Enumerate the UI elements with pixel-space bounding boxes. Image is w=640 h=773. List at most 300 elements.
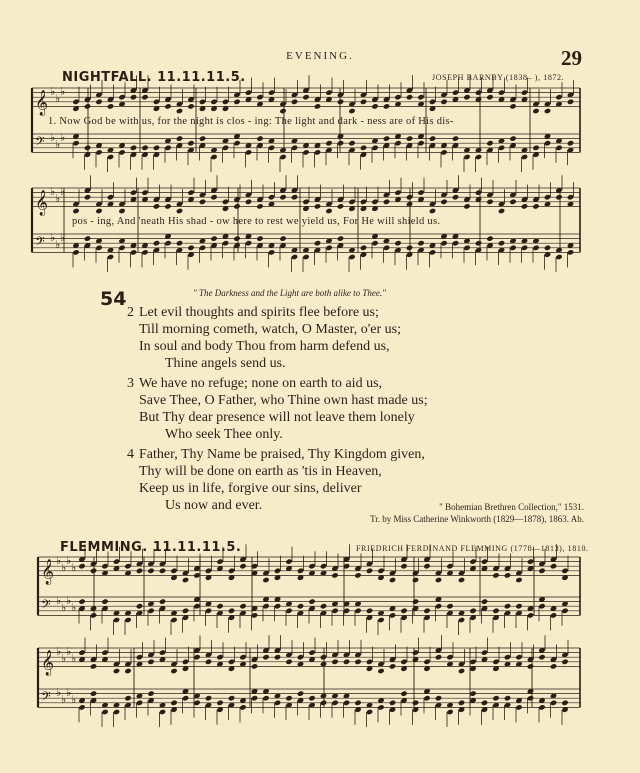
notehead <box>101 563 108 569</box>
treble-clef: 𝄞 <box>35 190 49 216</box>
notehead <box>389 612 396 618</box>
notehead <box>90 568 97 574</box>
notehead <box>446 709 453 715</box>
notehead <box>486 94 493 100</box>
notehead <box>239 563 246 569</box>
notehead <box>383 245 390 251</box>
notehead <box>101 709 108 715</box>
notehead <box>492 659 499 665</box>
notehead <box>446 603 453 609</box>
notehead <box>532 203 539 209</box>
notehead <box>147 568 154 574</box>
notehead <box>210 194 217 200</box>
notehead <box>544 108 551 114</box>
notehead <box>394 240 401 246</box>
notehead <box>176 240 183 246</box>
flat-sign: ♭ <box>66 644 72 658</box>
notehead <box>182 695 189 701</box>
notehead <box>337 203 344 209</box>
notehead <box>389 700 396 706</box>
notehead <box>130 189 137 195</box>
notehead <box>354 700 361 706</box>
flat-sign: ♭ <box>55 191 61 205</box>
notehead <box>435 577 442 583</box>
flat-sign: ♭ <box>61 692 67 706</box>
notehead <box>521 245 528 251</box>
notehead <box>72 249 79 255</box>
stanza-line: Thy will be done on earth as 'tis in Heaven, <box>139 464 382 479</box>
notehead <box>285 695 292 701</box>
notehead <box>262 654 269 660</box>
notehead <box>268 145 275 151</box>
notehead <box>95 245 102 251</box>
stanza-line: Let evil thoughts and spirits flee before us; <box>139 305 379 320</box>
notehead <box>216 700 223 706</box>
notehead <box>394 140 401 146</box>
notehead <box>406 245 413 251</box>
notehead <box>159 568 166 574</box>
notehead <box>136 700 143 706</box>
notehead <box>314 203 321 209</box>
notehead <box>222 240 229 246</box>
stanza-line: Till morning cometh, watch, O Master, o'er us; <box>139 322 401 337</box>
notehead <box>95 208 102 214</box>
notehead <box>216 654 223 660</box>
notehead <box>561 700 568 706</box>
notehead <box>141 145 148 151</box>
notehead <box>406 194 413 200</box>
notehead <box>371 199 378 205</box>
notehead <box>268 194 275 200</box>
flat-sign: ♭ <box>56 553 62 567</box>
notehead <box>256 94 263 100</box>
notehead <box>469 558 476 564</box>
flat-sign: ♭ <box>71 560 77 574</box>
stanza-line: Father, Thy Name be praised, Thy Kingdom given, <box>139 447 425 462</box>
notehead <box>84 145 91 151</box>
notehead <box>366 568 373 574</box>
notehead <box>400 659 407 665</box>
notehead <box>216 558 223 564</box>
notehead <box>274 700 281 706</box>
notehead <box>458 617 465 623</box>
notehead <box>486 199 493 205</box>
notehead <box>113 668 120 674</box>
notehead <box>561 568 568 574</box>
notehead <box>492 572 499 578</box>
notehead <box>429 249 436 255</box>
notehead <box>228 695 235 701</box>
notehead <box>124 668 131 674</box>
notehead <box>124 695 131 701</box>
notehead <box>475 89 482 95</box>
notehead <box>532 245 539 251</box>
notehead <box>251 695 258 701</box>
notehead <box>210 99 217 105</box>
notehead <box>394 94 401 100</box>
notehead <box>504 603 511 609</box>
notehead <box>222 199 229 205</box>
notehead <box>412 649 419 655</box>
stanza-line: Thine angels send us. <box>165 356 286 371</box>
notehead <box>228 608 235 614</box>
notehead <box>538 603 545 609</box>
notehead <box>389 663 396 669</box>
flat-sign: ♭ <box>66 685 72 699</box>
notehead <box>285 659 292 665</box>
notehead <box>331 700 338 706</box>
notehead <box>95 149 102 155</box>
notehead <box>279 108 286 114</box>
flat-sign: ♭ <box>71 600 77 614</box>
notehead <box>452 194 459 200</box>
notehead <box>187 103 194 109</box>
notehead <box>297 603 304 609</box>
notehead <box>187 140 194 146</box>
notehead <box>159 649 166 655</box>
notehead <box>360 245 367 251</box>
notehead <box>136 603 143 609</box>
flat-sign: ♭ <box>50 130 56 144</box>
notehead <box>417 189 424 195</box>
notehead <box>107 103 114 109</box>
notehead <box>440 240 447 246</box>
notehead <box>481 649 488 655</box>
notehead <box>394 189 401 195</box>
notehead <box>521 89 528 95</box>
notehead <box>475 154 482 160</box>
notehead <box>527 558 534 564</box>
notehead <box>550 700 557 706</box>
notehead <box>222 99 229 105</box>
notehead <box>291 99 298 105</box>
stanza-line: We have no refuge; none on earth to aid us, <box>139 376 383 391</box>
notehead <box>233 235 240 241</box>
notehead <box>521 154 528 160</box>
notehead <box>72 99 79 105</box>
notehead <box>400 563 407 569</box>
notehead <box>527 663 534 669</box>
notehead <box>435 695 442 701</box>
notehead <box>561 659 568 665</box>
flat-sign: ♭ <box>50 184 56 198</box>
notehead <box>256 135 263 141</box>
notehead <box>274 654 281 660</box>
flat-sign: ♭ <box>56 593 62 607</box>
notehead <box>159 598 166 604</box>
notehead <box>532 145 539 151</box>
notehead <box>72 208 79 214</box>
notehead <box>377 704 384 710</box>
notehead <box>406 94 413 100</box>
notehead <box>527 695 534 701</box>
notehead <box>458 577 465 583</box>
notehead <box>463 245 470 251</box>
stanza-3 <box>127 375 428 443</box>
flat-sign: ♭ <box>55 91 61 105</box>
notehead <box>268 89 275 95</box>
flat-sign: ♭ <box>56 644 62 658</box>
notehead <box>498 89 505 95</box>
notehead <box>320 654 327 660</box>
notehead <box>325 140 332 146</box>
notehead <box>463 154 470 160</box>
notehead <box>412 700 419 706</box>
notehead <box>233 140 240 146</box>
notehead <box>337 99 344 105</box>
notehead <box>141 94 148 100</box>
notehead <box>360 99 367 105</box>
notehead <box>297 654 304 660</box>
credit-source: " Bohemian Brethren Collection," 1531. <box>439 502 584 512</box>
notehead <box>486 140 493 146</box>
notehead <box>147 659 154 665</box>
notehead <box>417 140 424 146</box>
notehead <box>239 654 246 660</box>
notehead <box>113 617 120 623</box>
treble-clef: 𝄞 <box>41 559 55 585</box>
notehead <box>297 568 304 574</box>
notehead <box>205 608 212 614</box>
notehead <box>153 203 160 209</box>
flat-sign: ♭ <box>61 600 67 614</box>
flat-sign: ♭ <box>60 130 66 144</box>
notehead <box>205 659 212 665</box>
notehead <box>498 145 505 151</box>
notehead <box>521 203 528 209</box>
notehead <box>509 199 516 205</box>
notehead <box>95 99 102 105</box>
notehead <box>84 103 91 109</box>
flat-sign: ♭ <box>55 237 61 251</box>
notehead <box>118 245 125 251</box>
notehead <box>302 199 309 205</box>
notehead <box>481 598 488 604</box>
tune-title-nightfall: NIGHTFALL. 11.11.11.5. <box>62 70 246 85</box>
notehead <box>504 654 511 660</box>
flat-sign: ♭ <box>61 651 67 665</box>
notehead <box>245 199 252 205</box>
notehead <box>458 700 465 706</box>
notehead <box>210 235 217 241</box>
notehead <box>297 690 304 696</box>
stanza-number: 4 <box>127 447 134 462</box>
notehead <box>567 194 574 200</box>
notehead <box>555 194 562 200</box>
notehead <box>515 654 522 660</box>
notehead <box>233 99 240 105</box>
flat-sign: ♭ <box>60 230 66 244</box>
flat-sign: ♭ <box>71 651 77 665</box>
notehead <box>164 240 171 246</box>
notehead <box>251 663 258 669</box>
notehead <box>538 704 545 710</box>
notehead <box>176 108 183 114</box>
notehead <box>354 572 361 578</box>
notehead <box>228 659 235 665</box>
notehead <box>452 240 459 246</box>
notehead <box>412 577 419 583</box>
notehead <box>130 94 137 100</box>
notehead <box>544 194 551 200</box>
bass-clef: 𝄢 <box>41 688 51 707</box>
notehead <box>153 99 160 105</box>
notehead <box>550 663 557 669</box>
notehead <box>325 89 332 95</box>
notehead <box>164 103 171 109</box>
notehead <box>538 654 545 660</box>
notehead <box>435 654 442 660</box>
notehead <box>343 700 350 706</box>
flat-sign: ♭ <box>66 593 72 607</box>
notehead <box>90 612 97 618</box>
notehead <box>435 603 442 609</box>
notehead <box>279 154 286 160</box>
flat-sign: ♭ <box>50 84 56 98</box>
notehead <box>118 208 125 214</box>
notehead <box>354 659 361 665</box>
notehead <box>239 704 246 710</box>
notehead <box>377 617 384 623</box>
flat-sign: ♭ <box>66 553 72 567</box>
notehead <box>84 194 91 200</box>
notehead <box>452 135 459 141</box>
notehead <box>348 108 355 114</box>
notehead <box>130 145 137 151</box>
notehead <box>262 577 269 583</box>
notehead <box>429 135 436 141</box>
notehead <box>320 700 327 706</box>
notehead <box>544 140 551 146</box>
stanza-number: 3 <box>127 376 134 391</box>
stanza-line: But Thy dear presence will not leave them lonely <box>139 410 415 425</box>
notehead <box>446 563 453 569</box>
notehead <box>504 572 511 578</box>
verse-line-2: pos - ing, And 'neath His shad - ow here to rest we yield us, For He will shield us. <box>72 216 441 227</box>
notehead <box>320 563 327 569</box>
notehead <box>84 235 91 241</box>
notehead <box>331 659 338 665</box>
composer-nightfall: JOSEPH BARNBY (1838– ), 1872. <box>432 73 565 82</box>
notehead <box>360 145 367 151</box>
notehead <box>170 700 177 706</box>
notehead <box>325 245 332 251</box>
flat-sign: ♭ <box>60 184 66 198</box>
notehead <box>291 254 298 260</box>
notehead <box>389 577 396 583</box>
notehead <box>187 245 194 251</box>
notehead <box>504 695 511 701</box>
notehead <box>475 189 482 195</box>
notehead <box>262 603 269 609</box>
epigraph: " The Darkness and the Light are both alike to Thee." <box>193 288 386 298</box>
notehead <box>308 649 315 655</box>
flat-sign: ♭ <box>71 692 77 706</box>
notehead <box>371 103 378 109</box>
notehead <box>101 598 108 604</box>
notehead <box>509 103 516 109</box>
notehead <box>567 99 574 105</box>
notehead <box>268 249 275 255</box>
notehead <box>417 94 424 100</box>
notehead <box>78 704 85 710</box>
notehead <box>366 709 373 715</box>
flat-sign: ♭ <box>61 560 67 574</box>
notehead <box>417 240 424 246</box>
stanza-line: Keep us in life, forgive our sins, deliver <box>139 481 362 496</box>
notehead <box>182 659 189 665</box>
bass-clef: 𝄢 <box>35 133 45 152</box>
notehead <box>366 608 373 614</box>
notehead <box>400 608 407 614</box>
notehead <box>377 568 384 574</box>
notehead <box>222 145 229 151</box>
notehead <box>291 194 298 200</box>
notehead <box>423 659 430 665</box>
notehead <box>481 700 488 706</box>
flat-sign: ♭ <box>60 84 66 98</box>
notehead <box>509 245 516 251</box>
notehead <box>176 208 183 214</box>
running-head: EVENING. <box>286 50 354 62</box>
notehead <box>469 608 476 614</box>
notehead <box>78 598 85 604</box>
notehead <box>262 695 269 701</box>
stanza-number: 2 <box>127 305 134 320</box>
notehead <box>515 704 522 710</box>
stanza-line: In soul and body Thou from harm defend us, <box>139 339 390 354</box>
notehead <box>320 603 327 609</box>
notehead <box>555 254 562 260</box>
notehead <box>239 603 246 609</box>
notehead <box>90 663 97 669</box>
notehead <box>527 612 534 618</box>
notehead <box>561 608 568 614</box>
notehead <box>348 254 355 260</box>
stanza-4 <box>127 446 425 514</box>
notehead <box>141 249 148 255</box>
notehead <box>481 558 488 564</box>
notehead <box>515 603 522 609</box>
notehead <box>423 608 430 614</box>
notehead <box>182 577 189 583</box>
page-number: 29 <box>561 46 582 70</box>
stanza-2 <box>127 304 401 372</box>
notehead <box>567 140 574 146</box>
notehead <box>423 695 430 701</box>
notehead <box>550 563 557 569</box>
notehead <box>360 199 367 205</box>
notehead <box>279 235 286 241</box>
notehead <box>429 208 436 214</box>
notehead <box>147 690 154 696</box>
notehead <box>308 695 315 701</box>
notehead <box>72 140 79 146</box>
notehead <box>509 135 516 141</box>
hymn-number: 54 <box>100 288 127 310</box>
notehead <box>492 695 499 701</box>
notehead <box>107 154 114 160</box>
stanza-line: Save Thee, O Father, who Thine own hast made us; <box>139 393 428 408</box>
notehead <box>124 617 131 623</box>
notehead <box>314 240 321 246</box>
notehead <box>199 245 206 251</box>
notehead <box>555 145 562 151</box>
notehead <box>475 240 482 246</box>
notehead <box>314 103 321 109</box>
notehead <box>555 94 562 100</box>
notehead <box>567 249 574 255</box>
